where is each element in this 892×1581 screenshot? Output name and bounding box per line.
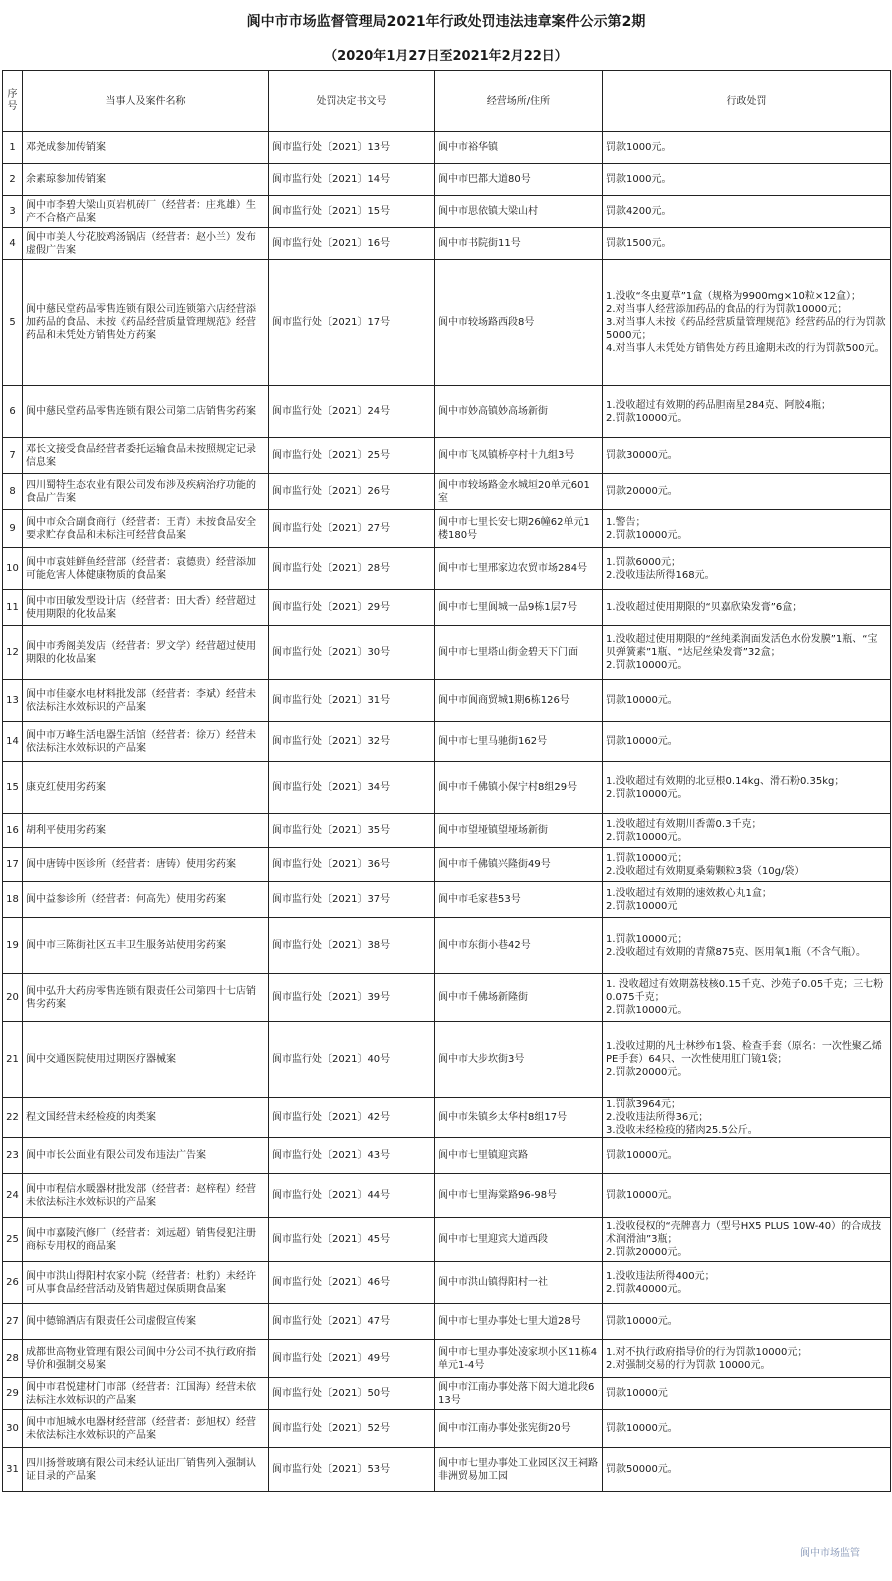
cell-no: 25 [3,1218,23,1262]
cell-place: 阆中市书院街11号 [435,228,603,260]
cell-party: 阆中慈民堂药品零售连锁有限公司连锁第六店经营添加药品的食品、未按《药品经营质量管理规范》经营药品和未凭处方销售处方药案 [23,260,269,386]
cell-no: 5 [3,260,23,386]
cell-penalty: 罚款1500元。 [603,228,891,260]
cell-doc-number: 阆市监行处〔2021〕34号 [269,762,435,814]
cell-doc-number: 阆市监行处〔2021〕35号 [269,814,435,848]
table-row [3,974,891,1022]
table-row [3,590,891,626]
cell-doc-number: 阆市监行处〔2021〕29号 [269,590,435,626]
cell-place: 阆中市七里长安七期26幢62单元1楼180号 [435,510,603,548]
cell-penalty: 1.没收超过有效期的药品胆南星284克、阿胶4瓶； 2.罚款10000元。 [603,386,891,438]
cell-doc-number: 阆市监行处〔2021〕45号 [269,1218,435,1262]
cell-no: 7 [3,438,23,474]
cell-no: 9 [3,510,23,548]
cell-party: 程文国经营未经检疫的肉类案 [23,1098,269,1138]
cell-place: 阆中市裕华镇 [435,132,603,164]
cell-party: 阆中益参诊所（经营者：何高先）使用劣药案 [23,882,269,918]
table-row [3,386,891,438]
cell-place: 阆中市大步坎街3号 [435,1022,603,1098]
cell-doc-number: 阆市监行处〔2021〕44号 [269,1174,435,1218]
cell-doc-number: 阆市监行处〔2021〕49号 [269,1340,435,1378]
cell-penalty: 罚款50000元。 [603,1448,891,1492]
cell-party: 阆中市袁娃鲜鱼经营部（经营者：袁德贵）经营添加可能危害人体健康物质的食品案 [23,548,269,590]
cell-place: 阆中市七里邢家边农贸市场284号 [435,548,603,590]
cell-penalty: 1.没收超过有效期的速效救心丸1盒； 2.罚款10000元 [603,882,891,918]
table-row [3,762,891,814]
cell-doc-number: 阆市监行处〔2021〕46号 [269,1262,435,1304]
table-row [3,228,891,260]
cell-penalty: 1.没收过期的凡士林纱布1袋、检查手套（原名：一次性聚乙烯PE手套）64只、一次性使用肛门镜1袋； 2.罚款20000元。 [603,1022,891,1098]
cell-no: 17 [3,848,23,882]
cell-party: 康克红使用劣药案 [23,762,269,814]
cell-party: 余素琼参加传销案 [23,164,269,196]
cell-party: 阆中唐铸中医诊所（经营者：唐铸）使用劣药案 [23,848,269,882]
table-row [3,1304,891,1340]
cell-party: 阆中德锦酒店有限责任公司虚假宣传案 [23,1304,269,1340]
cell-place: 阆中市思依镇大梁山村 [435,196,603,228]
cell-party: 阆中市旭城水电器材经营部（经营者：彭旭权）经营未依法标注水效标识的产品案 [23,1410,269,1448]
cell-doc-number: 阆市监行处〔2021〕13号 [269,132,435,164]
cell-doc-number: 阆市监行处〔2021〕16号 [269,228,435,260]
cell-penalty: 1.没收“冬虫夏草”1盒（规格为9900mg×10粒×12盒）； 2.对当事人经营添加药品的食品的行为罚款10000元； 3.对当事人未按《药品经营质量管理规范》经营药品的行为罚款5000元； 4.对当事人未凭处方销售处方药且逾期未改的行为罚款500元。 [603,260,891,386]
cell-party: 成都世高物业管理有限公司阆中分公司不执行政府指导价和强制交易案 [23,1340,269,1378]
cell-doc-number: 阆市监行处〔2021〕50号 [269,1378,435,1410]
cell-no: 13 [3,680,23,722]
cell-doc-number: 阆市监行处〔2021〕42号 [269,1098,435,1138]
cell-place: 阆中市千佛镇小保宁村8组29号 [435,762,603,814]
cell-doc-number: 阆市监行处〔2021〕53号 [269,1448,435,1492]
table-row [3,1174,891,1218]
cell-place: 阆中市江南办事处落下闳大道北段613号 [435,1378,603,1410]
cell-penalty: 罚款10000元。 [603,722,891,762]
cell-penalty: 1.没收超过使用期限的“贝嘉欣染发膏”6盒； [603,590,891,626]
cell-party: 阆中慈民堂药品零售连锁有限公司第二店销售劣药案 [23,386,269,438]
cell-place: 阆中市飞凤镇桥亭村十九组3号 [435,438,603,474]
cell-penalty: 1.警告； 2.罚款10000元。 [603,510,891,548]
cell-doc-number: 阆市监行处〔2021〕47号 [269,1304,435,1340]
date-range-subtitle: （2020年1月27日至2021年2月22日） [324,49,568,64]
cell-party: 阆中市三陈街社区五丰卫生服务站使用劣药案 [23,918,269,974]
table-row [3,1378,891,1410]
table-row [3,1022,891,1098]
cell-no: 18 [3,882,23,918]
table-row [3,196,891,228]
cell-penalty: 1. 没收超过有效期荔枝核0.15千克、沙苑子0.05千克；三七粉0.075千克； 2.罚款10000元。 [603,974,891,1022]
cell-no: 30 [3,1410,23,1448]
cell-doc-number: 阆市监行处〔2021〕52号 [269,1410,435,1448]
cell-no: 31 [3,1448,23,1492]
cell-no: 16 [3,814,23,848]
cell-place: 阆中市七里办事处凌家坝小区11栋4单元1-4号 [435,1340,603,1378]
cell-no: 6 [3,386,23,438]
cell-penalty: 罚款10000元。 [603,1410,891,1448]
cell-no: 21 [3,1022,23,1098]
table-row [3,848,891,882]
cell-no: 26 [3,1262,23,1304]
cell-party: 阆中市李碧大梁山页岩机砖厂（经营者：庄兆雄）生产不合格产品案 [23,196,269,228]
cell-party: 四川蜀特生态农业有限公司发布涉及疾病治疗功能的食品广告案 [23,474,269,510]
cell-no: 14 [3,722,23,762]
cell-place: 阆中市千佛场新隆街 [435,974,603,1022]
cell-party: 邓尧成参加传销案 [23,132,269,164]
cell-place: 阆中市东街小巷42号 [435,918,603,974]
table-row [3,722,891,762]
cell-party: 邓长文接受食品经营者委托运输食品未按照规定记录信息案 [23,438,269,474]
table-row [3,164,891,196]
cell-place: 阆中市较场路西段8号 [435,260,603,386]
cell-penalty: 1.没收超过使用期限的“丝纯柔润面发活色水份发膜”1瓶、“宝贝弹簧素”1瓶、“达尼丝染发膏”32盒； 2.罚款10000元。 [603,626,891,680]
cell-penalty: 1.对不执行政府指导价的行为罚款10000元； 2.对强制交易的行为罚款 10000元。 [603,1340,891,1378]
cell-penalty: 1.没收违法所得400元； 2.罚款40000元。 [603,1262,891,1304]
cases-table [2,70,891,1492]
cell-no: 3 [3,196,23,228]
cell-no: 29 [3,1378,23,1410]
table-row [3,918,891,974]
table-row [3,132,891,164]
cell-penalty: 罚款1000元。 [603,164,891,196]
table-header-row [3,71,891,132]
cell-penalty: 1.罚款10000元； 2.没收超过有效期的青黛875克、医用氧1瓶（不含气瓶）。 [603,918,891,974]
cell-place: 阆中市望垭镇望垭场新街 [435,814,603,848]
table-row [3,1098,891,1138]
cell-penalty: 罚款30000元。 [603,438,891,474]
watermark-text: 阆中市场监管 [800,1548,860,1559]
cell-party: 阆中市君悦建材门市部（经营者：江国海）经营未依法标注水效标识的产品案 [23,1378,269,1410]
cell-no: 23 [3,1138,23,1174]
cell-no: 12 [3,626,23,680]
cell-doc-number: 阆市监行处〔2021〕30号 [269,626,435,680]
cell-penalty: 1.罚款6000元； 2.没收违法所得168元。 [603,548,891,590]
cell-no: 24 [3,1174,23,1218]
cell-place: 阆中市较场路金水城垣20单元601室 [435,474,603,510]
table-row [3,1218,891,1262]
cell-penalty: 罚款10000元。 [603,680,891,722]
cell-party: 胡利平使用劣药案 [23,814,269,848]
cell-place: 阆中市七里马驰街162号 [435,722,603,762]
cell-doc-number: 阆市监行处〔2021〕38号 [269,918,435,974]
cell-place: 阆中市江南办事处张宪街20号 [435,1410,603,1448]
cell-no: 2 [3,164,23,196]
cell-doc-number: 阆市监行处〔2021〕28号 [269,548,435,590]
cell-place: 阆中市妙高镇妙高场新街 [435,386,603,438]
cell-no: 15 [3,762,23,814]
cell-penalty: 罚款10000元。 [603,1138,891,1174]
cell-party: 阆中市佳豪水电材料批发部（经营者：李斌）经营未依法标注水效标识的产品案 [23,680,269,722]
cell-place: 阆中市朱镇乡太华村8组17号 [435,1098,603,1138]
cell-doc-number: 阆市监行处〔2021〕15号 [269,196,435,228]
cell-doc-number: 阆市监行处〔2021〕31号 [269,680,435,722]
cell-party: 阆中市洪山得阳村农家小院（经营者：杜豹）未经许可从事食品经营活动及销售超过保质期食品案 [23,1262,269,1304]
cell-no: 4 [3,228,23,260]
cell-doc-number: 阆市监行处〔2021〕27号 [269,510,435,548]
cell-no: 8 [3,474,23,510]
cell-party: 阆中市嘉陵汽修厂（经营者：刘远超）销售侵犯注册商标专用权的商品案 [23,1218,269,1262]
cell-doc-number: 阆市监行处〔2021〕14号 [269,164,435,196]
cell-no: 11 [3,590,23,626]
header-penalty: 行政处罚 [603,71,891,132]
cell-penalty: 罚款20000元。 [603,474,891,510]
table-row [3,510,891,548]
cell-party: 阆中市万峰生活电器生活馆（经营者：徐万）经营未依法标注水效标识的产品案 [23,722,269,762]
cell-penalty: 1.罚款10000元； 2.没收超过有效期夏桑菊颗粒3袋（10g/袋） [603,848,891,882]
cell-party: 阆中市秀阁美发店（经营者：罗文学）经营超过使用期限的化妆品案 [23,626,269,680]
header-no: 序 号 [3,71,23,132]
cell-place: 阆中市七里办事处工业园区汉王祠路非洲贸易加工园 [435,1448,603,1492]
cell-penalty: 1.没收超过有效期的北豆根0.14kg、滑石粉0.35kg； 2.罚款10000元。 [603,762,891,814]
cell-no: 1 [3,132,23,164]
page-title: 阆中市市场监督管理局2021年行政处罚违法违章案件公示第2期 [246,14,646,30]
header-place: 经营场所/住所 [435,71,603,132]
cell-no: 22 [3,1098,23,1138]
cell-penalty: 罚款1000元。 [603,132,891,164]
cell-doc-number: 阆市监行处〔2021〕26号 [269,474,435,510]
cell-place: 阆中市毛家巷53号 [435,882,603,918]
cell-party: 阆中市程信水暖器材批发部（经营者：赵梓程）经营未依法标注水效标识的产品案 [23,1174,269,1218]
cell-party: 阆中市田敏发型设计店（经营者：田大香）经营超过使用期限的化妆品案 [23,590,269,626]
cell-no: 19 [3,918,23,974]
cell-penalty: 罚款10000元。 [603,1304,891,1340]
table-row [3,1138,891,1174]
cell-doc-number: 阆市监行处〔2021〕43号 [269,1138,435,1174]
cell-doc-number: 阆市监行处〔2021〕24号 [269,386,435,438]
table-row [3,626,891,680]
table-row [3,1340,891,1378]
cell-place: 阆中市七里办事处七里大道28号 [435,1304,603,1340]
table-row [3,680,891,722]
table-row [3,1410,891,1448]
cell-party: 阆中市长公面业有限公司发布违法广告案 [23,1138,269,1174]
cell-place: 阆中市七里阆城一品9栋1层7号 [435,590,603,626]
table-row [3,548,891,590]
cell-doc-number: 阆市监行处〔2021〕32号 [269,722,435,762]
table-row [3,814,891,848]
cell-doc-number: 阆市监行处〔2021〕39号 [269,974,435,1022]
cell-place: 阆中市七里海棠路96-98号 [435,1174,603,1218]
cell-doc-number: 阆市监行处〔2021〕25号 [269,438,435,474]
cell-party: 阆中弘升大药房零售连锁有限责任公司第四十七店销售劣药案 [23,974,269,1022]
table-row [3,1448,891,1492]
table-row [3,438,891,474]
header-doc-number: 处罚决定书文号 [269,71,435,132]
cell-penalty: 罚款4200元。 [603,196,891,228]
table-row [3,1262,891,1304]
cell-party: 阆中市众合副食商行（经营者：王青）未按食品安全要求贮存食品和未标注可经营食品案 [23,510,269,548]
cell-no: 27 [3,1304,23,1340]
table-row [3,474,891,510]
cell-penalty: 1.罚款3964元； 2.没收违法所得36元； 3.没收未经检疫的猪肉25.5公斤。 [603,1098,891,1138]
cell-doc-number: 阆市监行处〔2021〕17号 [269,260,435,386]
cell-penalty: 1.没收侵权的“壳牌喜力（型号HX5 PLUS 10W-40）的合成技术润滑油”3瓶； 2.罚款20000元。 [603,1218,891,1262]
cell-penalty: 1.没收超过有效期川香薷0.3千克； 2.罚款10000元。 [603,814,891,848]
cell-place: 阆中市七里迎宾大道西段 [435,1218,603,1262]
cell-place: 阆中市阆商贸城1期6栋126号 [435,680,603,722]
cell-place: 阆中市洪山镇得阳村一社 [435,1262,603,1304]
cell-place: 阆中市巴都大道80号 [435,164,603,196]
header-party: 当事人及案件名称 [23,71,269,132]
cell-no: 20 [3,974,23,1022]
cell-party: 阆中交通医院使用过期医疗器械案 [23,1022,269,1098]
cell-doc-number: 阆市监行处〔2021〕40号 [269,1022,435,1098]
cell-penalty: 罚款10000元 [603,1378,891,1410]
cell-place: 阆中市千佛镇兴隆街49号 [435,848,603,882]
table-row [3,260,891,386]
cell-penalty: 罚款10000元。 [603,1174,891,1218]
cell-place: 阆中市七里塔山街金碧天下门面 [435,626,603,680]
table-row [3,882,891,918]
cell-place: 阆中市七里镇迎宾路 [435,1138,603,1174]
cell-no: 28 [3,1340,23,1378]
cell-party: 四川扬誉玻璃有限公司未经认证出厂销售列入强制认证目录的产品案 [23,1448,269,1492]
cell-party: 阆中市美人兮花胶鸡汤锅店（经营者：赵小兰）发布虚假广告案 [23,228,269,260]
cell-doc-number: 阆市监行处〔2021〕36号 [269,848,435,882]
cell-no: 10 [3,548,23,590]
cell-doc-number: 阆市监行处〔2021〕37号 [269,882,435,918]
